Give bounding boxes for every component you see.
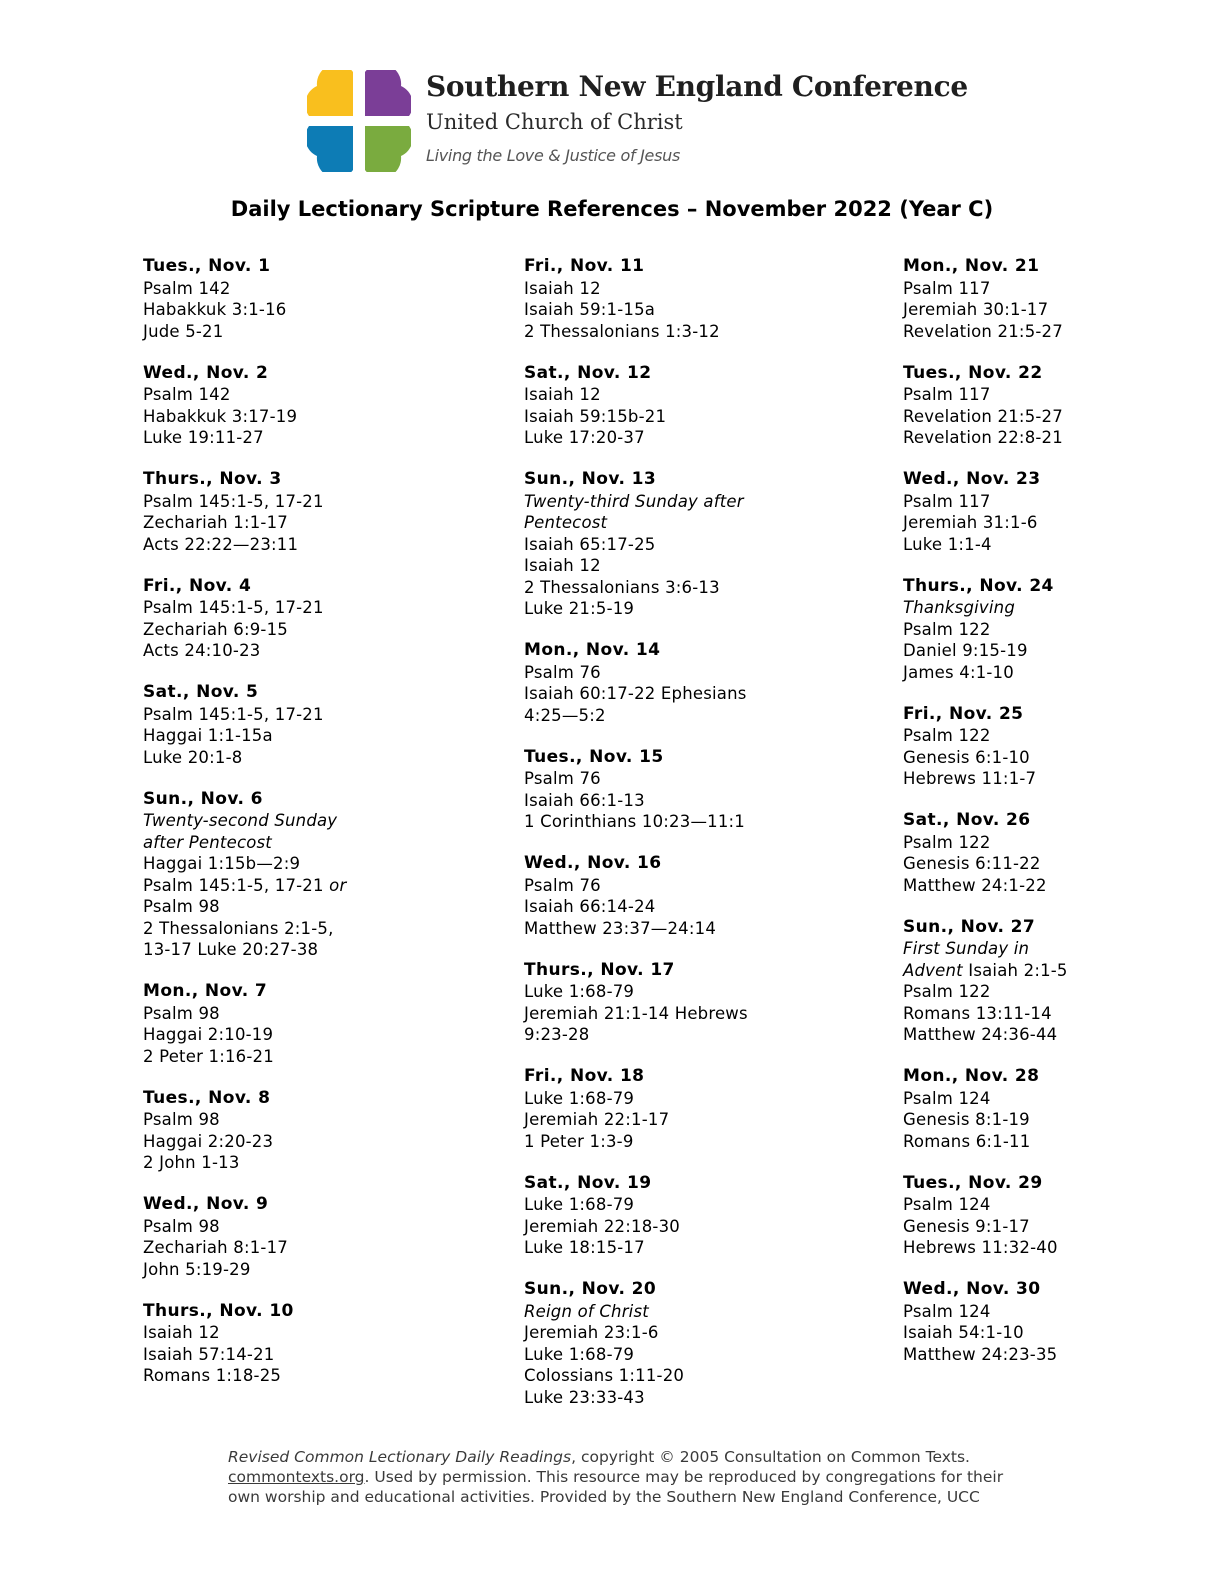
day-date: Wed., Nov. 9 [143,1194,269,1214]
column-2 [524,256,896,1429]
day-entry [524,469,896,620]
reading-line: 4:25—5:2 [524,705,606,725]
conference-logo [307,70,411,172]
day-entry [143,469,503,555]
reading-line: Isaiah 54:1-10 [903,1323,1024,1342]
reading-line: Luke 17:20-37 [524,428,645,447]
reading-line: Luke 23:33-43 [524,1387,645,1407]
reading-line: Isaiah 12 [524,278,601,298]
day-date: Mon., Nov. 21 [903,256,1040,276]
reading-line: Luke 19:11-27 [143,428,264,447]
day-entry [524,256,896,342]
reading-line: Psalm 124 [903,1088,991,1108]
reading-line: Jeremiah 23:1-6 [524,1323,659,1342]
reading-line: John 5:19-29 [143,1259,251,1279]
reading-line: Psalm 98 [143,897,220,916]
day-date: Fri., Nov. 11 [524,256,645,276]
reading-line: Matthew 23:37—24:14 [524,918,717,938]
or-word: or [329,875,347,895]
day-entry [524,747,896,833]
day-entry [524,363,896,449]
day-entry [524,1173,896,1259]
logo-petal-green [365,126,411,172]
reading-text: Isaiah 2:1-5 [962,960,1068,980]
reading-line: Psalm 142 [143,385,231,404]
day-date: Sat., Nov. 5 [143,682,259,702]
reading-line: Habakkuk 3:1-16 [143,300,287,319]
reading-line: Luke 1:1-4 [903,534,992,554]
day-entry [524,1279,896,1408]
reading-line: Isaiah 66:1-13 [524,790,645,810]
day-entry [903,1066,1203,1152]
reading-line: 2 John 1-13 [143,1153,240,1172]
logo-petal-yellow [307,70,353,116]
occasion-word: Advent [903,960,963,980]
day-entry [903,256,1203,342]
reading-line: Psalm 98 [143,1110,220,1129]
day-entry [143,789,503,961]
day-date: Fri., Nov. 18 [524,1066,645,1086]
org-tagline: Living the Love & Justice of Jesus [426,146,680,165]
footer-source-title: Revised Common Lectionary Daily Readings [228,1448,572,1466]
occasion-line: Pentecost [524,513,608,532]
day-date: Tues., Nov. 1 [143,256,271,276]
day-entry [143,1194,503,1280]
reading-line: 2 Thessalonians 1:3-12 [524,321,720,341]
reading-line: Isaiah 57:14-21 [143,1344,275,1364]
reading-line: Luke 21:5-19 [524,599,635,618]
day-date: Wed., Nov. 16 [524,853,662,873]
reading-line: Psalm 145:1-5, 17-21 [143,598,324,617]
reading-line: 1 Peter 1:3-9 [524,1131,634,1151]
day-date: Sun., Nov. 6 [143,788,263,809]
occasion-line: Twenty-third Sunday after [524,491,744,511]
reading-line: Hebrews 11:32-40 [903,1238,1058,1257]
reading-line: 2 Thessalonians 2:1-5, [143,918,334,938]
day-date: Sat., Nov. 12 [524,362,652,383]
reading-line: Acts 22:22—23:11 [143,534,299,554]
day-date: Wed., Nov. 30 [903,1279,1041,1299]
reading-line: Isaiah 12 [143,1323,220,1342]
reading-line: 2 Peter 1:16-21 [143,1046,274,1066]
reading-line: Jeremiah 22:1-17 [524,1110,670,1129]
reading-line: Acts 24:10-23 [143,641,261,660]
reading-line: Haggai 2:20-23 [143,1131,274,1151]
day-entry [143,576,503,662]
day-date: Sat., Nov. 26 [903,810,1031,830]
day-date: Tues., Nov. 29 [903,1172,1043,1193]
reading-line: Isaiah 66:14-24 [524,897,656,916]
footer-copyright: , copyright © 2005 Consultation on Common Texts. [571,1448,970,1466]
day-date: Mon., Nov. 7 [143,981,268,1001]
reading-line: Hebrews 11:1-7 [903,769,1037,788]
day-date: Mon., Nov. 28 [903,1066,1040,1086]
reading-line: Luke 20:1-8 [143,747,243,767]
reading-line: Jeremiah 21:1-14 Hebrews [524,1003,748,1023]
reading-line: Psalm 145:1-5, 17-21 [143,491,324,511]
day-date: Tues., Nov. 22 [903,362,1043,383]
day-entry [143,1301,503,1387]
reading-line: Jeremiah 31:1-6 [903,513,1038,532]
footer-credits [228,1447,1068,1507]
day-date: Sun., Nov. 20 [524,1279,657,1299]
reading-line: Isaiah 12 [524,385,601,404]
reading-line: Romans 1:18-25 [143,1366,282,1385]
reading-line: Genesis 8:1-19 [903,1110,1030,1129]
day-entry [903,917,1203,1046]
day-date: Wed., Nov. 2 [143,362,269,383]
reading-line: James 4:1-10 [903,662,1014,682]
reading-line: Isaiah 65:17-25 [524,534,656,554]
day-date: Thurs., Nov. 17 [524,959,675,980]
reading-line: Luke 1:68-79 [524,982,635,1001]
reading-line: 13-17 Luke 20:27-38 [143,940,319,959]
reading-line [903,960,1203,982]
column-1 [143,256,503,1407]
reading-line: Psalm 124 [903,1195,991,1214]
reading-line: Psalm 98 [143,1216,220,1236]
day-entry [903,1279,1203,1365]
reading-line: Luke 18:15-17 [524,1238,645,1257]
day-date: Fri., Nov. 4 [143,575,252,596]
day-entry [903,704,1203,790]
day-entry [524,1066,896,1152]
occasion-line: after Pentecost [143,832,272,852]
reading-line: Genesis 6:11-22 [903,854,1041,873]
day-date: Wed., Nov. 23 [903,469,1041,489]
reading-line: Psalm 98 [143,1003,220,1023]
day-date: Tues., Nov. 15 [524,746,664,767]
day-date: Thurs., Nov. 10 [143,1300,294,1321]
reading-line: Jeremiah 30:1-17 [903,300,1049,319]
day-entry [143,682,503,768]
reading-line: Matthew 24:36-44 [903,1025,1058,1044]
day-entry [903,1173,1203,1259]
reading-line: Habakkuk 3:17-19 [143,406,298,426]
footer-link[interactable]: commontexts.org [228,1468,365,1486]
reading-line: Isaiah 59:1-15a [524,300,656,319]
reading-line: Luke 1:68-79 [524,1088,635,1108]
day-date: Thurs., Nov. 24 [903,575,1054,596]
reading-line: Psalm 122 [903,619,991,639]
logo-petal-blue [307,126,353,172]
day-date: Sun., Nov. 27 [903,916,1036,937]
reading-line: Revelation 22:8-21 [903,428,1063,447]
day-date: Tues., Nov. 8 [143,1087,271,1108]
reading-line: Psalm 117 [903,491,991,511]
org-subtitle: United Church of Christ [426,110,683,134]
occasion-line: First Sunday in [903,939,1030,958]
logo-petal-purple [365,70,411,116]
reading-line: Romans 13:11-14 [903,1003,1052,1023]
reading-text: Psalm 145:1-5, 17-21 [143,875,324,895]
footer-line-2 [228,1467,1068,1487]
reading-line: Psalm 122 [903,726,991,745]
reading-line: Isaiah 12 [524,556,601,575]
reading-line: Daniel 9:15-19 [903,641,1028,660]
reading-line: Luke 1:68-79 [524,1344,635,1364]
day-date: Sun., Nov. 13 [524,469,657,489]
reading-line: Psalm 124 [903,1301,991,1321]
reading-line: Psalm 76 [524,662,601,682]
reading-line: Isaiah 59:15b-21 [524,406,667,426]
reading-line: Psalm 145:1-5, 17-21 [143,704,324,724]
day-entry [524,960,896,1046]
day-entry [143,981,503,1067]
reading-line: Isaiah 60:17-22 Ephesians [524,684,747,703]
occasion-line: Twenty-second Sunday [143,811,338,830]
reading-line: Genesis 6:1-10 [903,747,1030,767]
footer-line-3: own worship and educational activities. Provided by the Southern New England Conference, UCC [228,1488,980,1506]
reading-line: Colossians 1:11-20 [524,1366,685,1385]
reading-line: Genesis 9:1-17 [903,1216,1030,1236]
reading-line [143,875,503,897]
reading-line: Haggai 1:15b—2:9 [143,854,301,873]
day-date: Sat., Nov. 19 [524,1172,652,1193]
reading-line: Zechariah 1:1-17 [143,513,288,532]
reading-line: Romans 6:1-11 [903,1131,1031,1151]
reading-line: Matthew 24:1-22 [903,875,1047,895]
day-entry [143,1088,503,1174]
reading-line: Revelation 21:5-27 [903,406,1063,426]
day-entry [903,810,1203,896]
reading-line: Psalm 142 [143,278,231,298]
day-entry [143,363,503,449]
reading-line: 1 Corinthians 10:23—11:1 [524,812,746,831]
day-entry [143,256,503,342]
reading-line: 9:23-28 [524,1025,590,1044]
reading-line: Jeremiah 22:18-30 [524,1216,680,1236]
reading-line: Jude 5-21 [143,321,224,341]
reading-line: Psalm 76 [524,769,601,788]
reading-line: Psalm 122 [903,982,991,1001]
occasion-line: Reign of Christ [524,1301,649,1321]
footer-line-1 [228,1447,1068,1467]
reading-line: Revelation 21:5-27 [903,321,1063,341]
day-entry [524,640,896,726]
day-date: Fri., Nov. 25 [903,703,1024,724]
footer-permission: . Used by permission. This resource may be reproduced by congregations for their [364,1468,1004,1486]
day-entry [903,576,1203,684]
day-entry [903,363,1203,449]
reading-line: Zechariah 8:1-17 [143,1238,288,1257]
column-3 [903,256,1203,1386]
document-title: Daily Lectionary Scripture References – November 2022 (Year C) [230,197,994,221]
reading-line: Psalm 117 [903,278,991,298]
reading-line: Luke 1:68-79 [524,1195,635,1214]
day-entry [903,469,1203,555]
day-date: Mon., Nov. 14 [524,640,661,660]
reading-line: Zechariah 6:9-15 [143,619,288,639]
reading-line: Haggai 1:1-15a [143,726,273,745]
reading-line: Matthew 24:23-35 [903,1344,1058,1364]
reading-line: Psalm 76 [524,875,601,895]
day-entry [524,853,896,939]
org-name: Southern New England Conference [426,70,968,103]
occasion-line: Thanksgiving [903,598,1015,617]
reading-line: Haggai 2:10-19 [143,1025,274,1044]
day-date: Thurs., Nov. 3 [143,469,282,489]
reading-line: Psalm 117 [903,385,991,404]
reading-line: 2 Thessalonians 3:6-13 [524,577,720,597]
reading-line: Psalm 122 [903,832,991,852]
